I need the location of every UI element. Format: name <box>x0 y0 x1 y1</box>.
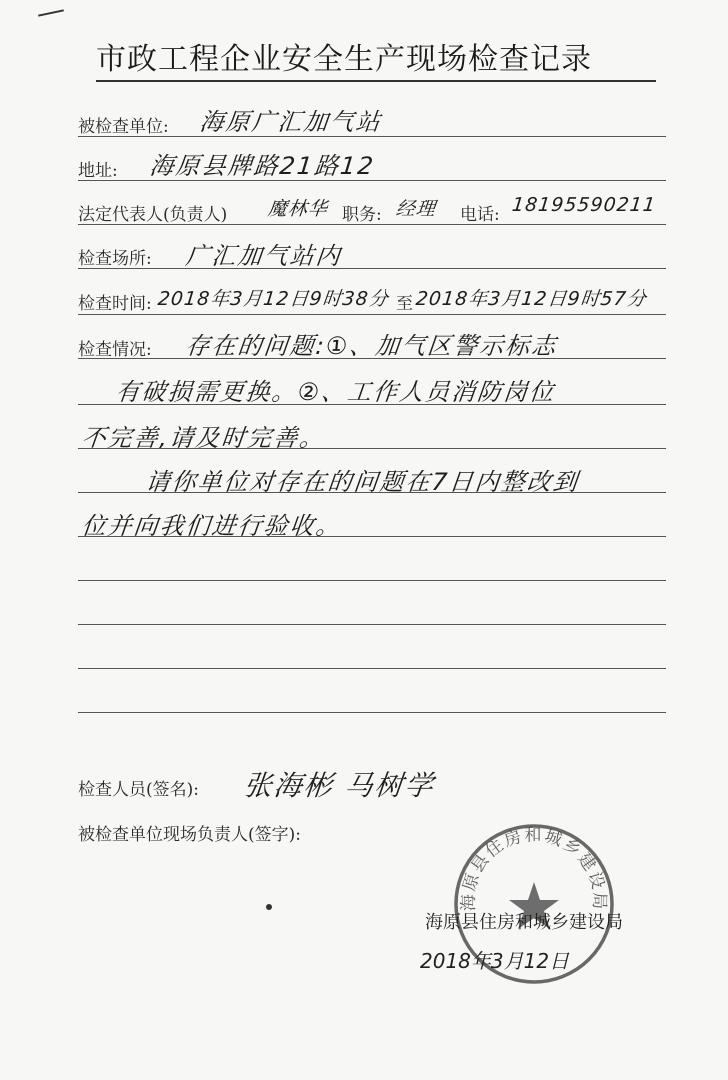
inspectors-label: 检查人员(签名): <box>78 780 199 800</box>
rule-situation-3 <box>78 448 666 449</box>
rule-site <box>78 268 666 269</box>
rule-rep <box>78 224 666 225</box>
issuing-authority: 海原县住房和城乡建设局 <box>425 912 623 933</box>
issue-date: 2018年3月12日 <box>420 949 570 973</box>
address-label: 地址: <box>78 161 118 181</box>
rule-situation-4 <box>78 492 666 493</box>
rule-blank-1 <box>78 580 666 581</box>
situation-line: 请你单位对存在的问题在7日内整改到 <box>144 468 581 496</box>
situation-line: 有破损需更换。②、工作人员消防岗位 <box>114 378 557 406</box>
time-to-label: 至 <box>396 294 413 314</box>
seal-text: 海原县住房和城乡建设局 <box>458 825 610 912</box>
time-from: 2018年3月12日9时38分 <box>156 288 390 310</box>
position-value: 经理 <box>394 198 438 220</box>
rule-blank-4 <box>78 712 666 713</box>
site-label: 检查场所: <box>78 249 152 269</box>
responsible-label: 被检查单位现场负责人(签字): <box>78 825 301 845</box>
position-label: 职务: <box>342 205 382 225</box>
phone-value: 18195590211 <box>510 194 658 216</box>
rule-situation-1 <box>78 358 666 359</box>
situation-line: 位并向我们进行验收。 <box>80 512 344 540</box>
time-label: 检查时间: <box>78 294 152 314</box>
rule-address <box>78 180 666 181</box>
rep-value: 魔林华 <box>266 198 330 220</box>
rule-situation-5 <box>78 536 666 537</box>
time-to: 2018年3月12日9时57分 <box>414 288 648 310</box>
site-value: 广汇加气站内 <box>184 242 344 270</box>
corner-mark <box>38 9 64 16</box>
rule-blank-2 <box>78 624 666 625</box>
situation-line: 不完善,请及时完善。 <box>80 424 327 452</box>
situation-line: 存在的问题:①、加气区警示标志 <box>184 332 559 360</box>
ink-dot <box>266 904 272 910</box>
rule-blank-3 <box>78 668 666 669</box>
unit-value: 海原广汇加气站 <box>198 108 384 136</box>
unit-label: 被检查单位: <box>78 117 169 137</box>
rep-label: 法定代表人(负责人) <box>78 205 228 225</box>
rule-time <box>78 314 666 315</box>
rule-unit <box>78 136 666 137</box>
address-value: 海原县牌路21路12 <box>148 152 377 180</box>
inspectors-signature: 张海彬 马树学 <box>242 769 437 802</box>
phone-label: 电话: <box>460 205 500 225</box>
situation-label: 检查情况: <box>78 340 152 360</box>
document-title: 市政工程企业安全生产现场检查记录 <box>96 34 656 82</box>
rule-situation-2 <box>78 404 666 405</box>
